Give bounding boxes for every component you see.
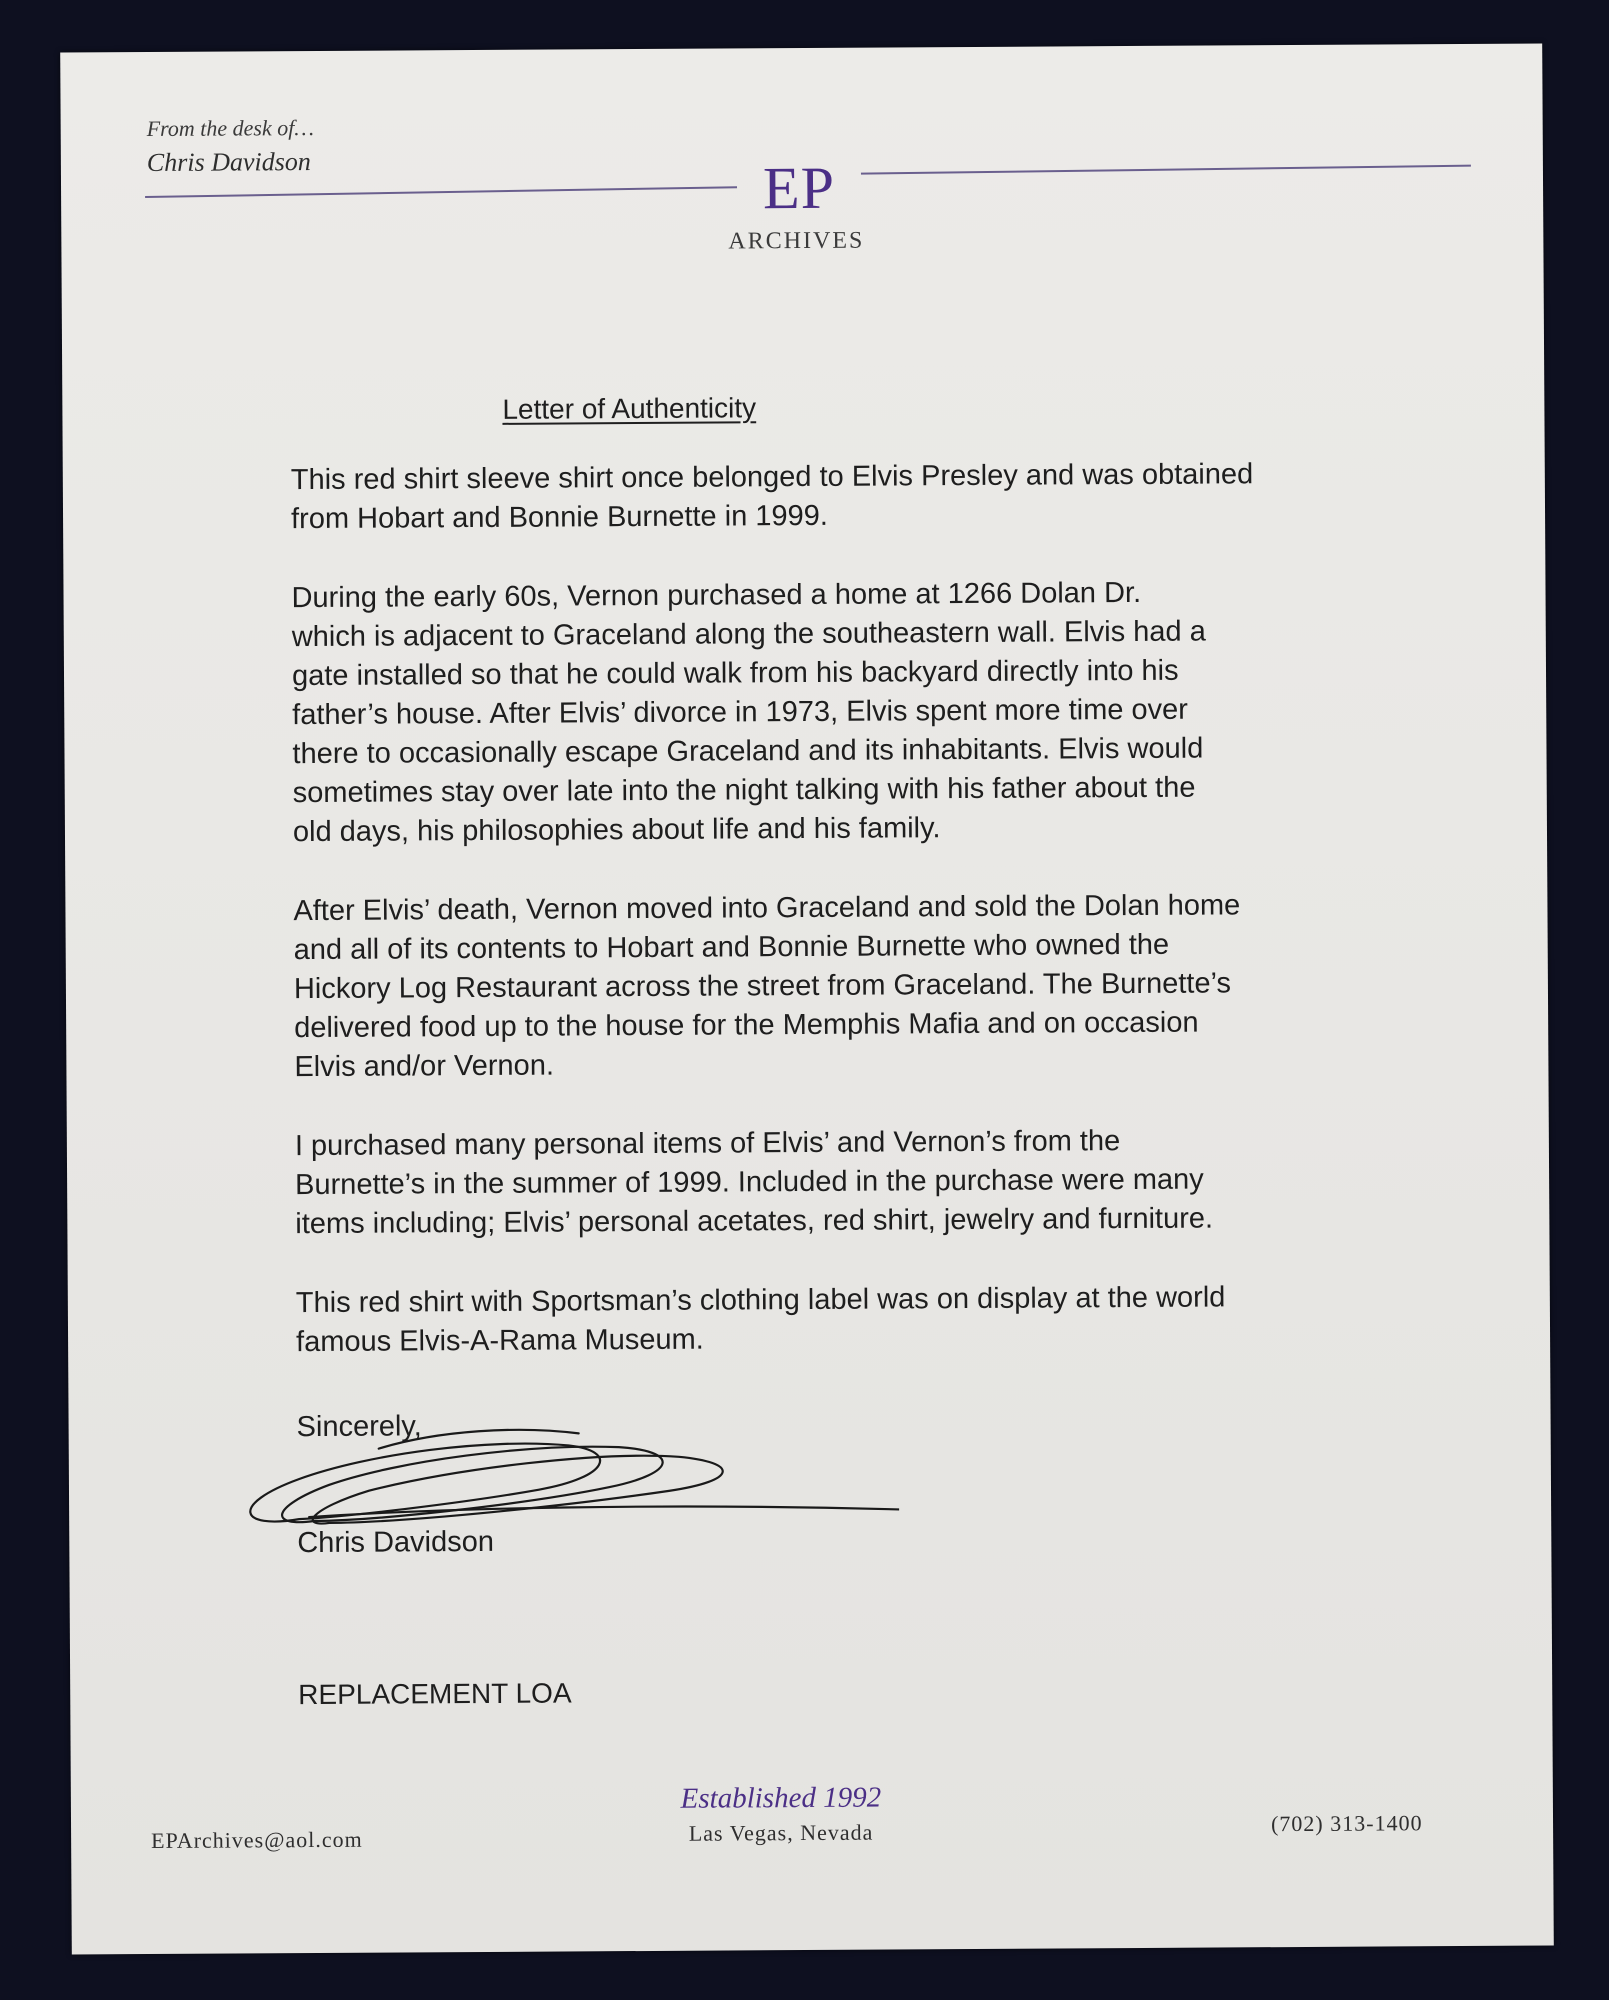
desk-from-name: Chris Davidson [146, 147, 311, 178]
ep-logo: EP [762, 154, 836, 222]
letter-page [60, 43, 1554, 1954]
location-line: Las Vegas, Nevada [688, 1819, 874, 1846]
paragraph-4: I purchased many personal items of Elvis’ and Vernon’s from the Burnette’s in the summer of 1999. Included in the purchase were many items including; Elvis’ personal acetates, red shirt, jewelry and furniture. [294, 1125, 1214, 1241]
letterhead-rule-right [861, 165, 1471, 175]
signer-name: Chris Davidson [297, 1525, 495, 1560]
paragraph-5: This red shirt with Sportsman’s clothing label was on display at the world famous Elvis-A-Rama Museum. [295, 1281, 1226, 1359]
letter-title: Letter of Authenticity [502, 392, 757, 425]
letter-body [291, 455, 1367, 1403]
paragraph-1: This red shirt sleeve shirt once belonged to Elvis Presley and was obtained from Hobart and Bonnie Burnette in 1999. [290, 458, 1254, 536]
archives-logo-text: ARCHIVES [728, 227, 865, 255]
handwritten-signature [238, 1405, 899, 1539]
established-line: Established 1992 [680, 1781, 882, 1815]
closing: Sincerely, [296, 1410, 422, 1444]
paragraph-3: After Elvis’ death, Vernon moved into Graceland and sold the Dolan home and all of its contents to Hobart and Bonnie Burnette who owned the Hickory Log Restaurant across the street from Graceland. The Burnette’s delivered food up to the house for the Memphis Mafia and on occasion Elvis and/or Vernon. [293, 889, 1241, 1084]
email-address: EPArchives@aol.com [151, 1826, 363, 1854]
desk-from-label: From the desk of… [146, 114, 314, 142]
paragraph-2: During the early 60s, Vernon purchased a home at 1266 Dolan Dr. which is adjacent to Graceland along the southeastern wall. Elvis had a gate installed so that he could walk from his backyard directly into his father’s house. After Elvis’ divorce in 1973, Elvis spent more time over there to occasionally escape Graceland and its inhabitants. Elvis would sometimes stay over late into the night talking with his father about the old days, his philosophies about life and his family. [291, 576, 1206, 849]
replacement-note: REPLACEMENT LOA [298, 1677, 572, 1711]
letterhead-rule-left [145, 186, 737, 198]
phone-number: (702) 313-1400 [1270, 1810, 1423, 1837]
